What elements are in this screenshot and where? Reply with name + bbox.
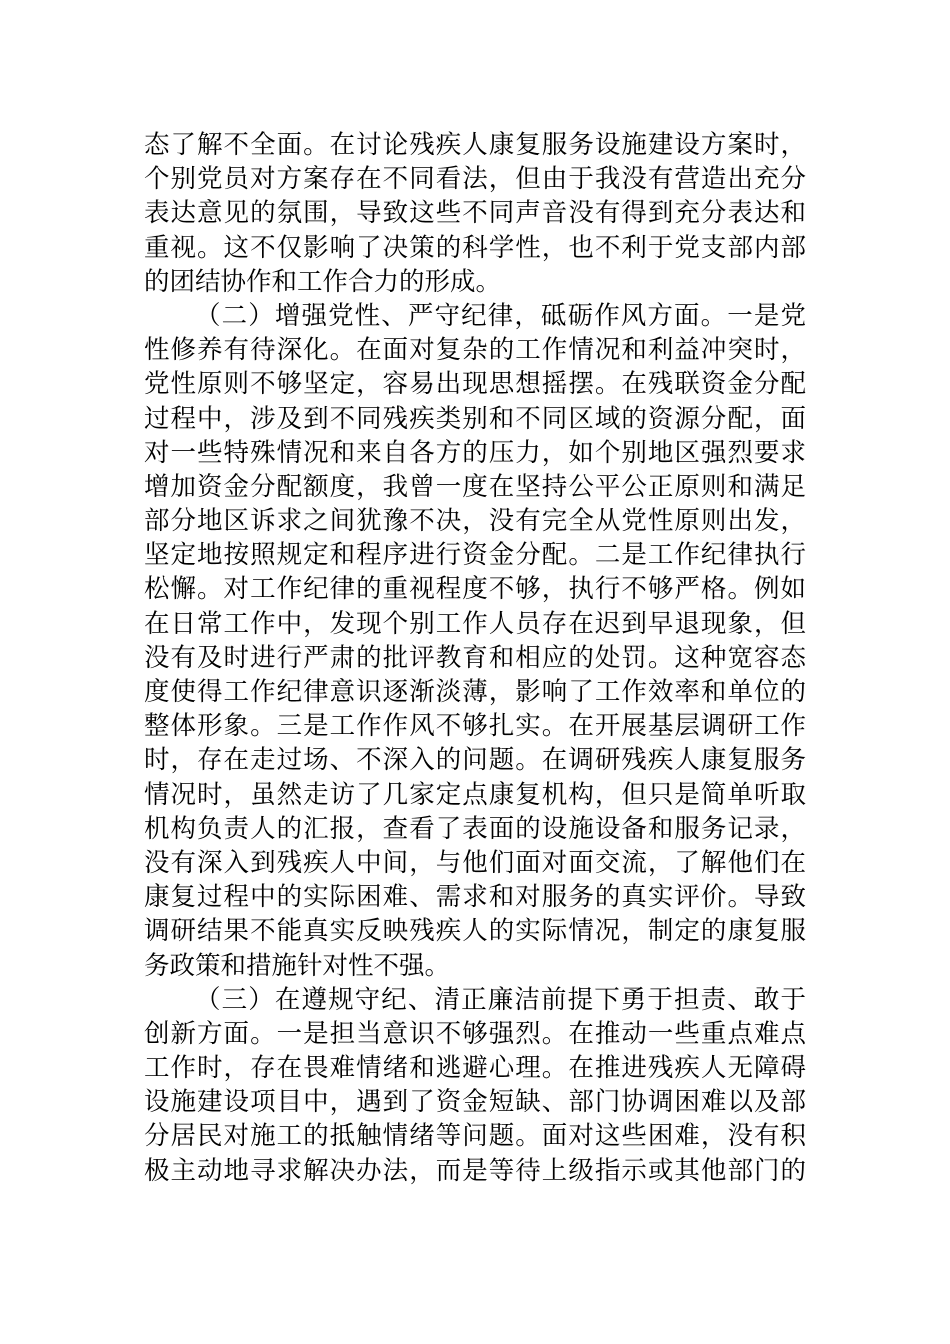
paragraph-line: 对一些特殊情况和来自各方的压力，如个别地区强烈要求 — [144, 437, 806, 468]
paragraph-line: 党性原则不够坚定，容易出现思想摇摆。在残联资金分配 — [144, 369, 806, 400]
paragraph-line: 机构负责人的汇报，查看了表面的设施设备和服务记录， — [144, 813, 806, 844]
paragraph-line: 坚定地按照规定和程序进行资金分配。二是工作纪律执行 — [144, 540, 806, 571]
paragraph-line: 没有及时进行严肃的批评教育和相应的处罚。这种宽容态 — [144, 642, 806, 673]
paragraph-line: 态了解不全面。在讨论残疾人康复服务设施建设方案时， — [144, 130, 806, 160]
paragraph-line: 增加资金分配额度，我曾一度在坚持公平公正原则和满足 — [144, 471, 806, 502]
document-body-text — [144, 128, 806, 1188]
paragraph-line: 性修养有待深化。在面对复杂的工作情况和利益冲突时， — [144, 335, 806, 366]
paragraph-line: 松懈。对工作纪律的重视程度不够，执行不够严格。例如 — [144, 574, 806, 605]
paragraph-line: （三）在遵规守纪、清正廉洁前提下勇于担责、敢于 — [195, 984, 806, 1015]
paragraph-line: 没有深入到残疾人中间，与他们面对面交流，了解他们在 — [144, 847, 806, 878]
paragraph-line: 设施建设项目中，遇到了资金短缺、部门协调困难以及部 — [144, 1087, 806, 1118]
paragraph-line: 重视。这不仅影响了决策的科学性，也不利于党支部内部 — [144, 232, 806, 263]
paragraph-line: 创新方面。一是担当意识不够强烈。在推动一些重点难点 — [144, 1018, 806, 1049]
paragraph-line: 情况时，虽然走访了几家定点康复机构，但只是简单听取 — [144, 779, 806, 810]
paragraph-line: 个别党员对方案存在不同看法，但由于我没有营造出充分 — [144, 164, 806, 195]
paragraph-line: 的团结协作和工作合力的形成。 — [144, 266, 502, 297]
paragraph-line: 时，存在走过场、不深入的问题。在调研残疾人康复服务 — [144, 745, 806, 776]
paragraph-line: （二）增强党性、严守纪律，砥砺作风方面。一是党 — [195, 300, 806, 331]
paragraph-line: 表达意见的氛围，导致这些不同声音没有得到充分表达和 — [144, 198, 806, 229]
paragraph-line: 度使得工作纪律意识逐渐淡薄，影响了工作效率和单位的 — [144, 677, 806, 707]
paragraph-line: 部分地区诉求之间犹豫不决，没有完全从党性原则出发， — [144, 506, 806, 537]
paragraph-3 — [144, 983, 806, 1188]
paragraph-line: 极主动地寻求解决办法，而是等待上级指示或其他部门的 — [144, 1155, 806, 1186]
paragraph-line: 务政策和措施针对性不强。 — [144, 950, 451, 981]
paragraph-line: 分居民对施工的抵触情绪等问题。面对这些困难，没有积 — [144, 1121, 806, 1152]
paragraph-line: 调研结果不能真实反映残疾人的实际情况，制定的康复服 — [144, 916, 806, 947]
paragraph-line: 过程中，涉及到不同残疾类别和不同区域的资源分配，面 — [144, 403, 806, 434]
paragraph-2 — [144, 299, 806, 983]
paragraph-1 — [144, 128, 806, 299]
paragraph-line: 在日常工作中，发现个别工作人员存在迟到早退现象，但 — [144, 608, 806, 639]
paragraph-line: 整体形象。三是工作作风不够扎实。在开展基层调研工作 — [144, 711, 806, 742]
paragraph-line: 工作时，存在畏难情绪和逃避心理。在推进残疾人无障碍 — [144, 1053, 806, 1084]
paragraph-line: 康复过程中的实际困难、需求和对服务的真实评价。导致 — [144, 882, 806, 913]
